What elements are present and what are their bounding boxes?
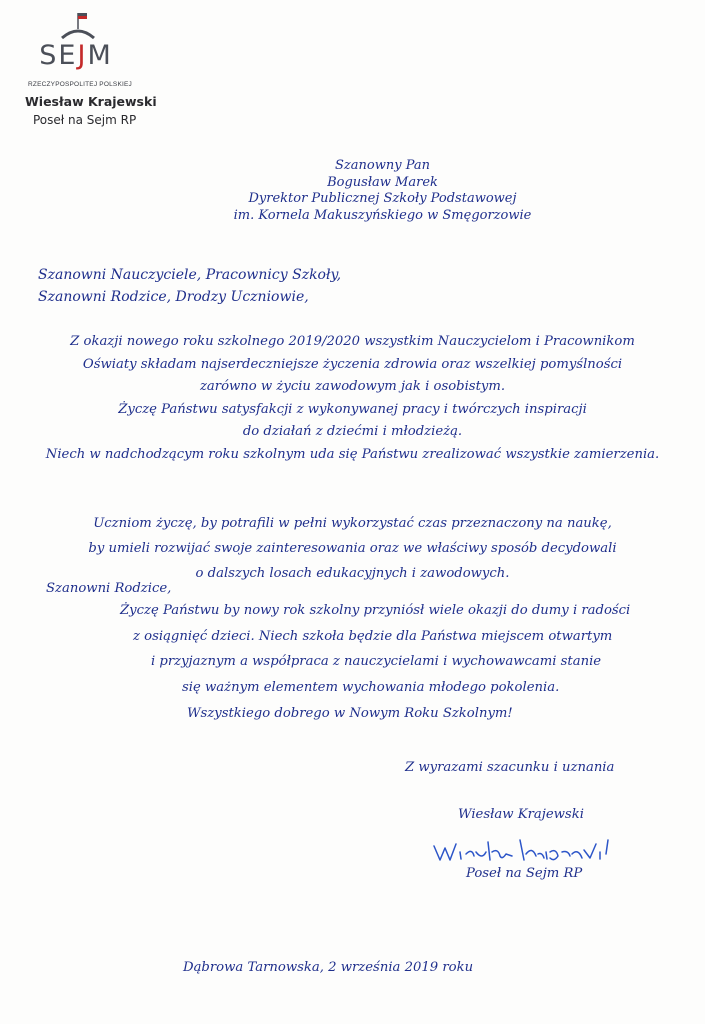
paragraph-line: by umieli rozwijać swoje zainteresowania oraz we właściwy sposób decydowali (88, 541, 617, 556)
closing-regards: Z wyrazami szacunku i uznania (405, 760, 615, 775)
paragraph-line: zarówno w życiu zawodowym jak i osobistym. (199, 379, 506, 394)
recipient-line: Bogusław Marek (327, 174, 438, 190)
paragraph-line: z osiągnięć dzieci. Niech szkoła będzie dla Państwa miejscem otwartym (133, 629, 613, 644)
paragraph-wishes-staff (0, 331, 705, 466)
paragraph-line: o dalszych losach edukacyjnych i zawodowych. (195, 566, 510, 581)
paragraph-line: Życzę Państwu by nowy rok szkolny przyniósł wiele okazji do dumy i radości (120, 603, 631, 618)
salutation-line: Szanowni Rodzice, Drodzy Uczniowie, (38, 289, 309, 305)
logo-letter-j: J (77, 40, 88, 71)
signatory-role: Poseł na Sejm RP (466, 866, 583, 881)
paragraph-line: Życzę Państwu satysfakcji z wykonywanej pracy i twórczych inspiracji (118, 401, 587, 417)
paragraph-line: do działań z dziećmi i młodzieżą. (242, 424, 463, 439)
recipient-line: im. Kornela Makuszyńskiego w Smęgorzowie (233, 207, 532, 223)
sender-role: Poseł na Sejm RP (33, 113, 137, 127)
logo-letters-se: SE (39, 40, 78, 71)
logo-subtitle: RZECZYPOSPOLITEJ POLSKIEJ (28, 81, 132, 88)
paragraph-line: Oświaty składam najserdeczniejsze życzenia zdrowia oraz wszelkiej pomyślności (82, 356, 623, 372)
salutation (38, 264, 341, 308)
recipient-line: Dyrektor Publicznej Szkoły Podstawowej (248, 191, 517, 206)
place-and-date: Dąbrowa Tarnowska, 2 września 2019 roku (183, 960, 474, 975)
paragraph-wishes-students (0, 511, 705, 586)
paragraph-line: Z okazji nowego roku szkolnego 2019/2020 wszystkim Nauczycielom i Pracownikom (70, 334, 635, 349)
paragraph-line: Wszystkiego dobrego w Nowym Roku Szkolnym! (187, 706, 513, 721)
paragraph-line: i przyjaznym a współpraca z nauczycielami i wychowawcami stanie (151, 654, 602, 669)
sejm-logo (26, 10, 146, 90)
logo-letter-m: M (87, 40, 113, 71)
paragraph-line: się ważnym elementem wychowania młodego pokolenia. (182, 680, 560, 695)
parents-heading: Szanowni Rodzice, (46, 581, 172, 596)
sejm-wordmark (26, 40, 126, 71)
sender-name: Wiesław Krajewski (25, 94, 157, 109)
salutation-line: Szanowni Nauczyciele, Pracownicy Szkoły, (38, 267, 342, 283)
recipient-block (210, 158, 555, 224)
recipient-line: Szanowny Pan (335, 158, 430, 173)
paragraph-line: Uczniom życzę, by potrafili w pełni wykorzystać czas przeznaczony na naukę, (93, 516, 612, 531)
paragraph-line: Niech w nadchodzącym roku szkolnym uda się Państwu zrealizować wszystkie zamierzenia. (45, 446, 660, 462)
signatory-name: Wiesław Krajewski (458, 807, 584, 822)
